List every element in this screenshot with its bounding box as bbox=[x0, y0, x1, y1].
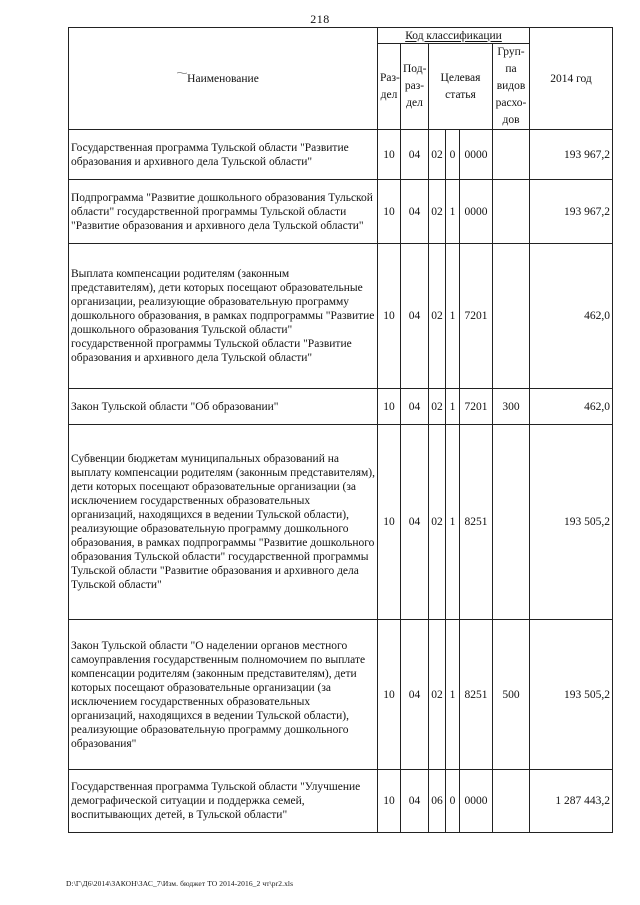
table-row bbox=[69, 389, 613, 425]
row-vid bbox=[493, 244, 530, 389]
row-name: Субвенции бюджетам муниципальных образований на выплату компенсации родителям (законным представителям), дети которых посещают образовательные организации (за исключением государственных образовательных организаций, находящихся в ведении Тульской области), реализующие образовательную программу дошкольного образования, в рамках подпрограммы "Развитие дошкольного образования Тульской области" государственной программы Тульской области "Развитие образования и архивного дела Тульской области" bbox=[69, 425, 378, 620]
row-target-subprogram: 0 bbox=[446, 130, 460, 180]
header-vid: Груп-па видов расхо-дов bbox=[493, 44, 530, 130]
row-target-direction: 8251 bbox=[460, 425, 493, 620]
table-row bbox=[69, 770, 613, 833]
row-razdel: 10 bbox=[378, 389, 401, 425]
header-name bbox=[69, 28, 378, 130]
row-name: Государственная программа Тульской области "Улучшение демографической ситуации и поддержка семей, воспитывающих детей, в Тульской области" bbox=[69, 770, 378, 833]
header-name-label: Наименование bbox=[187, 72, 259, 85]
row-target-program: 02 bbox=[429, 180, 446, 244]
budget-table bbox=[68, 27, 613, 833]
row-razdel: 10 bbox=[378, 770, 401, 833]
row-target-subprogram: 1 bbox=[446, 620, 460, 770]
table-row bbox=[69, 130, 613, 180]
row-vid: 300 bbox=[493, 389, 530, 425]
row-target-program: 02 bbox=[429, 389, 446, 425]
row-vid bbox=[493, 130, 530, 180]
row-target-direction: 0000 bbox=[460, 770, 493, 833]
row-target-program: 06 bbox=[429, 770, 446, 833]
row-target-subprogram: 1 bbox=[446, 425, 460, 620]
row-podrazdel: 04 bbox=[401, 425, 429, 620]
table-header bbox=[69, 28, 613, 130]
row-target-direction: 0000 bbox=[460, 130, 493, 180]
row-target-program: 02 bbox=[429, 425, 446, 620]
page-number: 218 bbox=[310, 12, 330, 26]
row-vid bbox=[493, 425, 530, 620]
row-target-subprogram: 1 bbox=[446, 244, 460, 389]
row-podrazdel: 04 bbox=[401, 244, 429, 389]
table-row bbox=[69, 425, 613, 620]
row-target-direction: 7201 bbox=[460, 389, 493, 425]
row-podrazdel: 04 bbox=[401, 130, 429, 180]
row-amount: 193 505,2 bbox=[530, 425, 613, 620]
row-amount: 462,0 bbox=[530, 244, 613, 389]
pencil-mark bbox=[177, 72, 187, 74]
row-target-program: 02 bbox=[429, 620, 446, 770]
table-row bbox=[69, 180, 613, 244]
row-amount: 462,0 bbox=[530, 389, 613, 425]
row-target-direction: 8251 bbox=[460, 620, 493, 770]
row-amount: 193 967,2 bbox=[530, 180, 613, 244]
row-podrazdel: 04 bbox=[401, 770, 429, 833]
table-row bbox=[69, 244, 613, 389]
row-razdel: 10 bbox=[378, 130, 401, 180]
row-vid bbox=[493, 770, 530, 833]
row-vid: 500 bbox=[493, 620, 530, 770]
row-target-subprogram: 1 bbox=[446, 180, 460, 244]
file-path-footer: D:\Г\Д6\2014\ЗАКОН\ЗАС_7\Изм. бюджет ТО 2014-2016_2 чт\pr2.xls bbox=[66, 879, 294, 888]
row-target-program: 02 bbox=[429, 244, 446, 389]
row-name: Закон Тульской области "Об образовании" bbox=[69, 389, 378, 425]
row-name: Закон Тульской области "О наделении органов местного самоуправления государственным полномочием по выплате компенсации родителям (законным представителям), дети которых посещают образовательные организации (за исключением государственных образовательных организаций, находящихся в ведении Тульской области), реализующие образовательную программу дошкольного образования" bbox=[69, 620, 378, 770]
header-razdel: Раз-дел bbox=[378, 44, 401, 130]
row-target-direction: 0000 bbox=[460, 180, 493, 244]
header-code-group: Код классификации bbox=[378, 28, 530, 44]
row-amount: 193 967,2 bbox=[530, 130, 613, 180]
row-vid bbox=[493, 180, 530, 244]
row-podrazdel: 04 bbox=[401, 180, 429, 244]
header-target: Целевая статья bbox=[429, 44, 493, 130]
header-year: 2014 год bbox=[530, 28, 613, 130]
row-target-subprogram: 1 bbox=[446, 389, 460, 425]
row-amount: 193 505,2 bbox=[530, 620, 613, 770]
header-podrazdel: Под-раз-дел bbox=[401, 44, 429, 130]
row-razdel: 10 bbox=[378, 425, 401, 620]
row-razdel: 10 bbox=[378, 244, 401, 389]
row-target-direction: 7201 bbox=[460, 244, 493, 389]
table-row bbox=[69, 620, 613, 770]
row-name: Выплата компенсации родителям (законным представителям), дети которых посещают образовательные организации, реализующие образовательную программу дошкольного образования, в рамках подпрограммы "Развитие дошкольного образования Тульской области" государственной программы Тульской области "Развитие образования и архивного дела Тульской области" bbox=[69, 244, 378, 389]
row-amount: 1 287 443,2 bbox=[530, 770, 613, 833]
row-name: Подпрограмма "Развитие дошкольного образования Тульской области" государственной программы Тульской области "Развитие образования и архивного дела Тульской области" bbox=[69, 180, 378, 244]
row-razdel: 10 bbox=[378, 180, 401, 244]
row-target-program: 02 bbox=[429, 130, 446, 180]
row-razdel: 10 bbox=[378, 620, 401, 770]
row-podrazdel: 04 bbox=[401, 620, 429, 770]
row-podrazdel: 04 bbox=[401, 389, 429, 425]
row-target-subprogram: 0 bbox=[446, 770, 460, 833]
table-body bbox=[69, 130, 613, 833]
row-name: Государственная программа Тульской области "Развитие образования и архивного дела Тульской области" bbox=[69, 130, 378, 180]
